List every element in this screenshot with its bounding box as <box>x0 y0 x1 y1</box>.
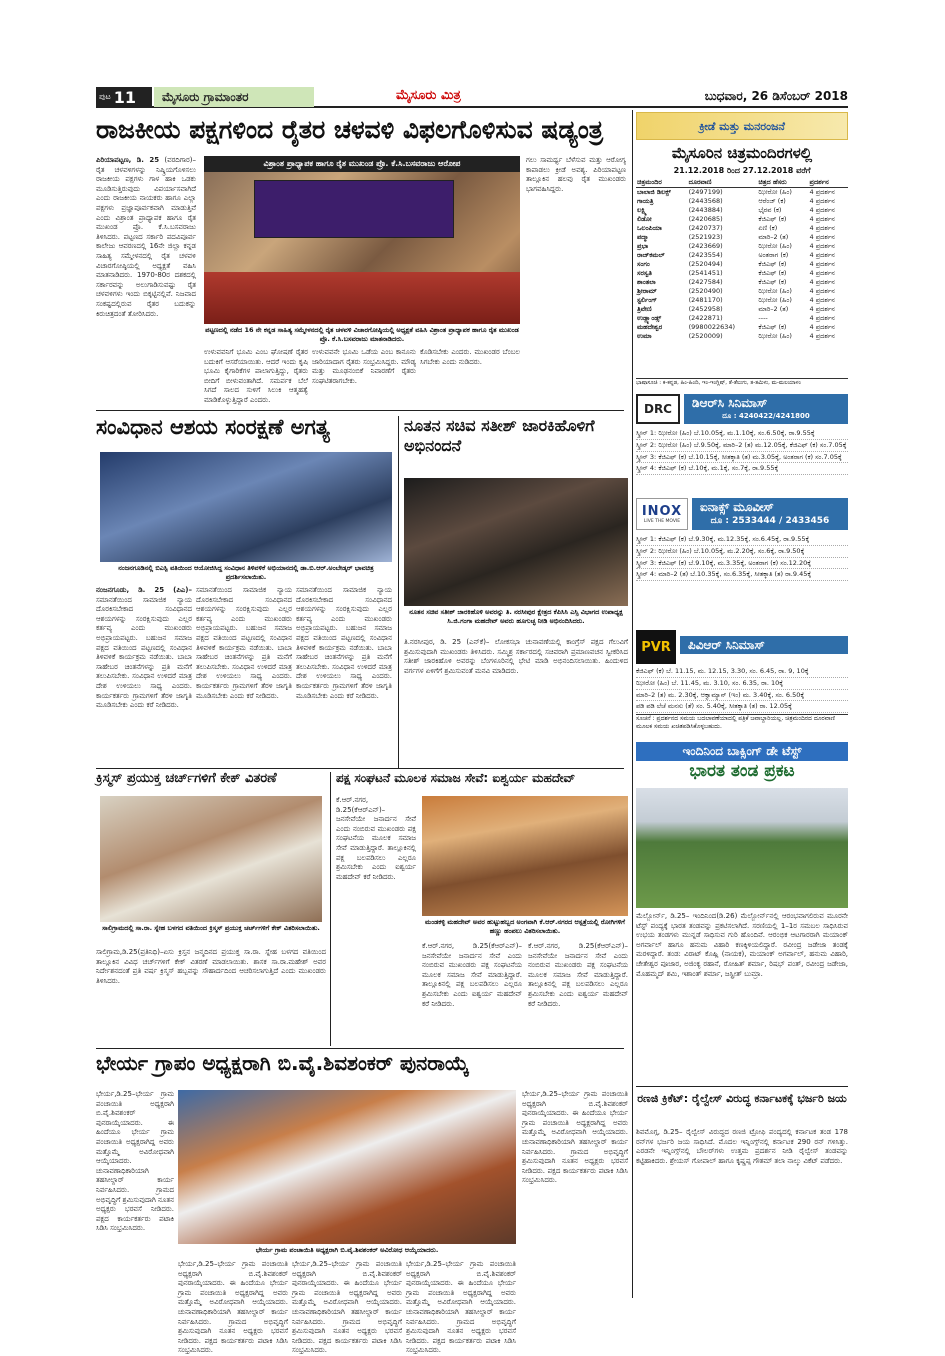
table-cell: ಮಾರಿ–2 (ತ) <box>758 233 789 241</box>
inox-tagline: LIVE THE MOVIE <box>643 519 681 524</box>
table-cell: 4 ಪ್ರದರ್ಶನ <box>809 332 835 340</box>
lead-column-2: ಉಳುವವನಿಗೆ ಭೂಮಿ ಎಂಬ ಘೋಷಣೆ ರೈತರ ಬದುಕಿಗೆ ಆಸರೆಯಾಯಿತು. ಆದರೆ ಇಂದು ಕೃಷಿ ಭೂಮಿ ಕೈಗಾರಿಕೆಗಳ ಪಾಲಾಗುತ್ತಿದ್ದು, ರೈತರು ಬೀದಿಗೆ ಬೀಳುವಂತಾಗಿದೆ. ಸಮರ್ಪಕ ಬೆಲೆ ಸಿಗದೆ ಸಾಲದ ಸುಳಿಗೆ ಸಿಲುಕಿ ಆತ್ಮಹತ್ಯೆ ಮಾಡಿಕೊಳ್ಳುತ್ತಿದ್ದಾರೆ ಎಂದರು. <box>204 348 308 404</box>
table-cell: (2521923) <box>688 233 723 241</box>
samvidhana-photo-caption: ನಂಜನಗೂಡಿನಲ್ಲಿ ಬಿಎಸ್ಪಿ ವತಿಯಿಂದ ಆಯೋಜಿಸಿದ್ದ ಸಂವಿಧಾನ ತಿಳಿವಳಿಕೆ ಅಭಿಯಾನದಲ್ಲಿ ಡಾ.ಬಿ.ಆರ್.ಅಂಬೇಡ್ಕರ್ ಭಾವಚಿತ್ರ ಪ್ರದರ್ಶಿಸಲಾಯಿತು. <box>118 564 374 581</box>
showtime-line: ಸ್ಕ್ರೀನ್ 2: ಝೀರೋ (ಹಿಂ) ಬೆ.10.05ಕ್ಕೆ, ಮ.2.20ಕ್ಕೆ, ಸಂ.6ಕ್ಕೆ, ರಾ.9.50ಕ್ಕೆ <box>636 546 848 558</box>
table-row <box>636 296 848 305</box>
table-cell: 4 ಪ್ರದರ್ಶನ <box>809 206 835 214</box>
table-row <box>636 332 848 341</box>
language-legend: ಭಾಷಾಸೂಚಿ : ಕ-ಕನ್ನಡ, ಹಿಂ-ಹಿಂದಿ, ಇಂ-ಇಂಗ್ಲಿಷ್, ತೆ-ತೆಲುಗು, ತ-ತಮಿಳು, ಮ-ಮಲಯಾಳಂ <box>636 378 848 387</box>
table-row <box>636 287 848 296</box>
divider <box>636 1086 848 1087</box>
table-cell: (9980022634) <box>688 323 736 331</box>
table-cell: ಕೆಜಿಎಫ್ (ಕ) <box>758 323 787 331</box>
cinema-table-header <box>636 178 848 188</box>
table-cell: ಪ್ರಭಾ <box>637 242 649 250</box>
table-row <box>636 278 848 287</box>
showtime-line: ಪಡಿ ಪಡಿ ಲೆಚೆ ಮನಸು (ತೆ) ಸಂ. 5.40ಕ್ಕೆ, ಸೀತಕ್ಕಾತಿ (ತ) ರಾ. 12.05ಕ್ಕೆ <box>636 701 848 713</box>
table-cell: (2497199) <box>688 188 723 196</box>
table-row <box>636 206 848 215</box>
table-row <box>636 188 848 198</box>
inox-logo-text: INOX <box>641 504 683 519</box>
samvidhana-headline: ಸಂವಿಧಾನ ಆಶಯ ಸಂರಕ್ಷಣೆ ಅಗತ್ಯ <box>96 415 330 439</box>
table-cell: 4 ಪ್ರದರ್ಶನ <box>809 242 835 250</box>
samvidhana-column-3: ಸಮಾನತೆಯಿಂದ ಸಾಮಾಜಿಕ ನ್ಯಾಯ ದೊರಕಿಸಬೇಕಾದ ಸಂವಿಧಾನದ ಆಶಯಗಳನ್ನು ಸಂರಕ್ಷಿಸುವುದು ಎಲ್ಲರ ಕರ್ತವ್ಯ ಎಂದು ಮುಖಂಡರು ಅಭಿಪ್ರಾಯಪಟ್ಟರು. ಬಹುಜನ ಸಮಾಜ ಪಕ್ಷದ ವತಿಯಿಂದ ಪಟ್ಟಣದಲ್ಲಿ ಸಂವಿಧಾನ ತಿಳಿವಳಿಕೆ ಕಾರ್ಯಕ್ರಮ ನಡೆಯಿತು. ಬಾಬಾ ಸಾಹೇಬರ ಚಿಂತನೆಗಳನ್ನು ಪ್ರತಿ ಮನೆಗೆ ತಲುಪಿಸಬೇಕು. ಸಂವಿಧಾನ ಉಳಿದರೆ ಮಾತ್ರ ದೇಶ ಉಳಿಯಲು ಸಾಧ್ಯ ಎಂದರು. ಕಾರ್ಯಕರ್ತರು ಗ್ರಾಮಗಳಿಗೆ ತೆರಳಿ ಜಾಗೃತಿ ಮೂಡಿಸಬೇಕು ಎಂದು ಕರೆ ನೀಡಿದರು. <box>296 586 392 700</box>
bherya-column-2: ಭೇರ್ಯ,ಡಿ.25–ಭೇರ್ಯ ಗ್ರಾಮ ಪಂಚಾಯಿತಿ ಅಧ್ಯಕ್ಷರಾಗಿ ಬಿ.ವೈ.ಶಿವಶಂಕರ್ ಪುನರಾಯ್ಕೆಯಾದರು. ಈ ಹಿಂದೆಯೂ ಭೇರ್ಯ ಗ್ರಾಮ ಪಂಚಾಯಿತಿ ಅಧ್ಯಕ್ಷರಾಗಿದ್ದ ಅವರು ಮತ್ತೊಮ್ಮೆ ಅವಿರೋಧವಾಗಿ ಆಯ್ಕೆಯಾದರು. ಚುನಾವಣಾಧಿಕಾರಿಯಾಗಿ ತಹಸೀಲ್ದಾರ್ ಕಾರ್ಯ ನಿರ್ವಹಿಸಿದರು. ಗ್ರಾಮದ ಅಭಿವೃದ್ಧಿಗೆ ಶ್ರಮಿಸುವುದಾಗಿ ನೂತನ ಅಧ್ಯಕ್ಷರು ಭರವಸೆ ನೀಡಿದರು. ಪಕ್ಷದ ಕಾರ್ಯಕರ್ತರು ಪಟಾಕಿ ಸಿಡಿಸಿ ಸಂಭ್ರಮಿಸಿದರು. <box>178 1260 288 1355</box>
table-cell: (2420737) <box>688 224 723 232</box>
table-cell: 4 ಪ್ರದರ್ಶನ <box>809 305 835 313</box>
showtime-line: ಸ್ಕ್ರೀನ್ 3: ಕೆಜಿಎಫ್ (ಕ) ಬೆ.9.10ಕ್ಕೆ, ಮ.3.35ಕ್ಕೆ, ಅಂತರಾಗ (ಕ) ಸಂ.12.20ಕ್ಕೆ <box>636 558 848 570</box>
bherya-column-4: ಭೇರ್ಯ,ಡಿ.25–ಭೇರ್ಯ ಗ್ರಾಮ ಪಂಚಾಯಿತಿ ಅಧ್ಯಕ್ಷರಾಗಿ ಬಿ.ವೈ.ಶಿವಶಂಕರ್ ಪುನರಾಯ್ಕೆಯಾದರು. ಈ ಹಿಂದೆಯೂ ಭೇರ್ಯ ಗ್ರಾಮ ಪಂಚಾಯಿತಿ ಅಧ್ಯಕ್ಷರಾಗಿದ್ದ ಅವರು ಮತ್ತೊಮ್ಮೆ ಅವಿರೋಧವಾಗಿ ಆಯ್ಕೆಯಾದರು. ಚುನಾವಣಾಧಿಕಾರಿಯಾಗಿ ತಹಸೀಲ್ದಾರ್ ಕಾರ್ಯ ನಿರ್ವಹಿಸಿದರು. ಗ್ರಾಮದ ಅಭಿವೃದ್ಧಿಗೆ ಶ್ರಮಿಸುವುದಾಗಿ ನೂತನ ಅಧ್ಯಕ್ಷರು ಭರವಸೆ ನೀಡಿದರು. ಪಕ್ಷದ ಕಾರ್ಯಕರ್ತರು ಪಟಾಕಿ ಸಿಡಿಸಿ ಸಂಭ್ರಮಿಸಿದರು. <box>406 1260 516 1355</box>
table-cell: ಲಕ್ಷ್ಮಿ <box>637 206 647 214</box>
satish-photo-caption: ನೂತನ ಸಚಿವ ಸತೀಶ್ ಜಾರಕಿಹೊಳಿ ಅವರನ್ನು ತಿ. ನರಸೀಪುರ ಕ್ಷೇತ್ರದ ಕೆಪಿಸಿಸಿ ಎಸ್ಸಿ ವಿಭಾಗದ ಉಪಾಧ್ಯಕ್ಷ ಸಿ.ಜಿ.ಗಂಗಾ ಮಹದೇವ್ ಅವರು ಹೂಗುಚ್ಛ ನೀಡಿ ಅಭಿನಂದಿಸಿದರು. <box>409 608 623 625</box>
table-cell: ಅಂತರಾಗ (ಕ) <box>758 251 789 259</box>
cinema-column-header: ದೂರವಾಣಿ <box>688 178 758 188</box>
table-cell: ಸ್ಟರ್ಲಿಂಗ್ <box>637 296 657 304</box>
lead-column-3: ಉಳುವವನೇ ಭೂಮಿ ಒಡೆಯ ಎಂಬ ಕಾನೂನು ಜಾರಿಯಾದಾಗ ರೈತರು ಸಂಭ್ರಮಿಸಿದ್ದರು. ಮೌಡ್ಯ ಮತ್ತು ಮೂಢನಂಬಿಕೆ ನಿವಾರಣೆಗೆ ರೈತರು ಸಂಘಟಿತರಾಗಬೇಕು. <box>312 348 416 385</box>
page-number: 11 <box>113 87 137 107</box>
lead-column-1 <box>96 156 196 368</box>
samvidhana-column-1 <box>96 586 192 762</box>
pvr-name: ಪಿವಿಆರ್ ಸಿನಿಮಾಸ್ <box>680 636 848 654</box>
samvidhana-body: ಸಮಾನತೆಯಿಂದ ಸಾಮಾಜಿಕ ನ್ಯಾಯ ದೊರಕಿಸಬೇಕಾದ ಸಂವಿಧಾನದ ಆಶಯಗಳನ್ನು ಸಂರಕ್ಷಿಸುವುದು ಎಲ್ಲರ ಕರ್ತವ್ಯ ಎಂದು ಮುಖಂಡರು ಅಭಿಪ್ರಾಯಪಟ್ಟರು. ಬಹುಜನ ಸಮಾಜ ಪಕ್ಷದ ವತಿಯಿಂದ ಪಟ್ಟಣದಲ್ಲಿ ಸಂವಿಧಾನ ತಿಳಿವಳಿಕೆ ಕಾರ್ಯಕ್ರಮ ನಡೆಯಿತು. ಬಾಬಾ ಸಾಹೇಬರ ಚಿಂತನೆಗಳನ್ನು ಪ್ರತಿ ಮನೆಗೆ ತಲುಪಿಸಬೇಕು. ಸಂವಿಧಾನ ಉಳಿದರೆ ಮಾತ್ರ ದೇಶ ಉಳಿಯಲು ಸಾಧ್ಯ ಎಂದರು. ಕಾರ್ಯಕರ್ತರು ಗ್ರಾಮಗಳಿಗೆ ತೆರಳಿ ಜಾಗೃತಿ ಮೂಡಿಸಬೇಕು ಎಂದು ಕರೆ ನೀಡಿದರು. <box>96 595 192 710</box>
cinema-table <box>636 178 848 378</box>
bherya-photo <box>178 1090 516 1244</box>
bherya-photo-caption: ಭೇರ್ಯ ಗ್ರಾಮ ಪಂಚಾಯಿತಿ ಅಧ್ಯಕ್ಷರಾಗಿ ಬಿ.ವೈ.ಶಿವಶಂಕರ್ ಅವಿರೋಧ ಆಯ್ಕೆಯಾದರು. <box>255 1246 439 1254</box>
lead-column-4: ಕೊಡಿಸಬೇಕು ಎಂದರು. ಮುಖಂಡರ ಬೆಂಬಲ ಸಿಗಬೇಕು ಎಂದು ನುಡಿದರು. <box>420 348 520 366</box>
satish-headline: ನೂತನ ಸಚಿವ ಸತೀಶ್ ಜಾರಕಿಹೊಳಿಗೆ ಅಭಿನಂದನೆ <box>404 416 595 455</box>
showtime-line: ಸ್ಕ್ರೀನ್ 3: ಕೆಜಿಎಫ್ (ಕ) ಬೆ.10.15ಕ್ಕೆ, ಸೀತಕ್ಕಾತಿ (ತ) ಮ.3.05ಕ್ಕೆ, ಅಂತರಾಗ (ಕ) ಸಂ.7.05ಕ್ಕೆ <box>636 452 848 464</box>
table-cell: (2427584) <box>688 278 723 286</box>
christmas-body: ಸಾಲಿಗ್ರಾಮ,ಡಿ.25(ಪ್ರತಿನಿಧಿ)–ಏಸು ಕ್ರಿಸ್ತನ ಜನ್ಮದಿನದ ಪ್ರಯುಕ್ತ ಸಾ.ರಾ. ಸ್ನೇಹ ಬಳಗದ ವತಿಯಿಂದ ತಾಲ್ಲೂಕಿನ ವಿವಿಧ ಚರ್ಚ್‌ಗಳಿಗೆ ಕೇಕ್ ವಿತರಣೆ ಮಾಡಲಾಯಿತು. ಶಾಸಕ ಸಾ.ರಾ.ಮಹೇಶ್ ಅವರ ನಿರ್ದೇಶನದಂತೆ ಪ್ರತಿ ವರ್ಷ ಕ್ರಿಸ್ಮಸ್ ಹಬ್ಬವನ್ನು ಸೌಹಾರ್ದದಿಂದ ಆಚರಿಸಲಾಗುತ್ತಿದೆ ಎಂದು ಮುಖಂಡರು ತಿಳಿಸಿದರು. <box>96 948 326 985</box>
issue-date: ಬುಧವಾರ, 26 ಡಿಸೆಂಬರ್ 2018 <box>704 89 848 103</box>
stage-banner <box>254 180 454 238</box>
table-row <box>636 260 848 269</box>
samvidhana-column-2: ಸಮಾನತೆಯಿಂದ ಸಾಮಾಜಿಕ ನ್ಯಾಯ ದೊರಕಿಸಬೇಕಾದ ಸಂವಿಧಾನದ ಆಶಯಗಳನ್ನು ಸಂರಕ್ಷಿಸುವುದು ಎಲ್ಲರ ಕರ್ತವ್ಯ ಎಂದು ಮುಖಂಡರು ಅಭಿಪ್ರಾಯಪಟ್ಟರು. ಬಹುಜನ ಸಮಾಜ ಪಕ್ಷದ ವತಿಯಿಂದ ಪಟ್ಟಣದಲ್ಲಿ ಸಂವಿಧಾನ ತಿಳಿವಳಿಕೆ ಕಾರ್ಯಕ್ರಮ ನಡೆಯಿತು. ಬಾಬಾ ಸಾಹೇಬರ ಚಿಂತನೆಗಳನ್ನು ಪ್ರತಿ ಮನೆಗೆ ತಲುಪಿಸಬೇಕು. ಸಂವಿಧಾನ ಉಳಿದರೆ ಮಾತ್ರ ದೇಶ ಉಳಿಯಲು ಸಾಧ್ಯ ಎಂದರು. ಕಾರ್ಯಕರ್ತರು ಗ್ರಾಮಗಳಿಗೆ ತೆರಳಿ ಜಾಗೃತಿ ಮೂಡಿಸಬೇಕು ಎಂದು ಕರೆ ನೀಡಿದರು. <box>196 586 292 700</box>
page-number-box <box>96 87 152 107</box>
table-row <box>636 242 848 251</box>
table-cell: ಗಾಯತ್ರಿ <box>637 197 654 205</box>
table-cell: ಸಂಗಂ <box>637 260 650 268</box>
table-cell: ಝೀರೋ (ಹಿಂ) <box>758 287 792 295</box>
sanghatane-column-3: ಕೆ.ಆರ್.ನಗರ, ಡಿ.25(ಕೆಆರ್‌ಎನ್)– ಜನಸೇವೆಯೇ ಜನಾರ್ದನ ಸೇವೆ ಎಂದು ನಂಬಿರುವ ಮುಖಂಡರು ಪಕ್ಷ ಸಂಘಟನೆಯ ಮೂಲಕ ಸಮಾಜ ಸೇವೆ ಮಾಡುತ್ತಿದ್ದಾರೆ. ತಾಲ್ಲೂಕಿನಲ್ಲಿ ಪಕ್ಷ ಬಲಪಡಿಸಲು ಎಲ್ಲರೂ ಶ್ರಮಿಸಬೇಕು ಎಂದು ಐಶ್ವರ್ಯ ಮಹದೇವ್ ಕರೆ ನೀಡಿದರು. <box>528 942 628 1008</box>
table-cell: 4 ಪ್ರದರ್ಶನ <box>809 287 835 295</box>
table-cell: ಝೀರೋ (ಹಿಂ) <box>758 188 792 196</box>
table-row <box>636 233 848 242</box>
inox-showtimes <box>636 534 848 626</box>
table-cell: ಕೆಜಿಎಫ್ (ಕ) <box>758 269 787 277</box>
inox-name: ಐನಾಕ್ಸ್ ಮೂವೀಸ್ <box>692 498 848 516</box>
table-cell: 4 ಪ್ರದರ್ಶನ <box>809 278 835 286</box>
table-cell: ತ್ರಿವೇಣಿ <box>637 305 652 313</box>
drc-showtimes <box>636 428 848 494</box>
table-cell: ಒಲಂಪಿಯಾ <box>637 224 662 232</box>
table-cell: (2423554) <box>688 251 723 259</box>
table-cell: ಪದ್ಮಾ <box>637 233 649 241</box>
cinema-date-range: 21.12.2018 ರಿಂದ 27.12.2018 ವರೆಗೆ <box>673 166 811 175</box>
paper-name: ಮೈಸೂರು ಮಿತ್ರ <box>396 88 461 103</box>
masthead <box>96 86 848 108</box>
table-cell: 4 ಪ್ರದರ್ಶನ <box>809 215 835 223</box>
inox-logo <box>636 498 688 530</box>
pvr-logo: PVR <box>636 630 676 664</box>
section-name: ಮೈಸೂರು ಗ್ರಾಮಾಂತರ <box>154 87 314 107</box>
sanghatane-photo-caption: ಮಂಡಕಳ್ಳಿ ಮಹದೇವ್ ಅವರ ಹುಟ್ಟುಹಬ್ಬದ ಅಂಗವಾಗಿ ಕೆ.ಆರ್.ನಗರದ ಆಸ್ಪತ್ರೆಯಲ್ಲಿ ರೋಗಿಗಳಿಗೆ ಹಣ್ಣು ಹಂಪಲು ವಿತರಿಸಲಾಯಿತು. <box>425 918 625 935</box>
table-cell: 4 ಪ್ರದರ್ಶನ <box>809 188 835 196</box>
table-cell: ---- <box>758 314 768 322</box>
table-cell: ಆರೆಂಜ್ (ಕ) <box>758 197 786 205</box>
sanghatane-column-1: ಕೆ.ಆರ್.ನಗರ, ಡಿ.25(ಕೆಆರ್‌ಎನ್)– ಜನಸೇವೆಯೇ ಜನಾರ್ದನ ಸೇವೆ ಎಂದು ನಂಬಿರುವ ಮುಖಂಡರು ಪಕ್ಷ ಸಂಘಟನೆಯ ಮೂಲಕ ಸಮಾಜ ಸೇವೆ ಮಾಡುತ್ತಿದ್ದಾರೆ. ತಾಲ್ಲೂಕಿನಲ್ಲಿ ಪಕ್ಷ ಬಲಪಡಿಸಲು ಎಲ್ಲರೂ ಶ್ರಮಿಸಬೇಕು ಎಂದು ಐಶ್ವರ್ಯ ಮಹದೇವ್ ಕರೆ ನೀಡಿದರು. <box>336 796 416 881</box>
samvidhana-photo <box>100 452 392 562</box>
divider <box>632 110 633 1298</box>
table-cell: ಸರಸ್ವತಿ <box>637 269 652 277</box>
divider <box>330 772 331 1046</box>
drc-phone: ದೂ : 4240422/4241800 <box>684 412 848 424</box>
sanghatane-photo <box>422 796 628 916</box>
table-cell: 4 ಪ್ರದರ್ಶನ <box>809 260 835 268</box>
table-row <box>636 314 848 323</box>
table-cell: ಶ್ರೀರಾಮ್ <box>637 287 657 295</box>
sanghatane-headline: ಪಕ್ಷ ಸಂಘಟನೆ ಮೂಲಕ ಸಮಾಜ ಸೇವೆ: ಐಶ್ವರ್ಯ ಮಹದೇವ್ <box>336 771 576 785</box>
showtime-line: ಸ್ಕ್ರೀನ್ 2: ಝೀರೋ (ಹಿಂ) ಬೆ.9.50ಕ್ಕೆ, ಮಾರಿ–2 (ತ) ಮ.12.05ಕ್ಕೆ, ಕೆಜಿಎಫ್ (ಕ) ಸಂ.7.05ಕ್ಕೆ <box>636 440 848 452</box>
divider <box>96 1048 624 1049</box>
table-cell: (2420685) <box>688 215 723 223</box>
pvr-showtimes <box>636 666 848 712</box>
table-cell: 4 ಪ್ರದರ್ಶನ <box>809 323 835 331</box>
table-row <box>636 251 848 260</box>
sanghatane-column-2: ಕೆ.ಆರ್.ನಗರ, ಡಿ.25(ಕೆಆರ್‌ಎನ್)– ಜನಸೇವೆಯೇ ಜನಾರ್ದನ ಸೇವೆ ಎಂದು ನಂಬಿರುವ ಮುಖಂಡರು ಪಕ್ಷ ಸಂಘಟನೆಯ ಮೂಲಕ ಸಮಾಜ ಸೇವೆ ಮಾಡುತ್ತಿದ್ದಾರೆ. ತಾಲ್ಲೂಕಿನಲ್ಲಿ ಪಕ್ಷ ಬಲಪಡಿಸಲು ಎಲ್ಲರೂ ಶ್ರಮಿಸಬೇಕು ಎಂದು ಐಶ್ವರ್ಯ ಮಹದೇವ್ ಕರೆ ನೀಡಿದರು. <box>422 942 522 1008</box>
lead-dateline: ಪಿರಿಯಾಪಟ್ಟಣ, ಡಿ. 25 <box>96 156 160 164</box>
showtime-line: ಮಾರಿ–2 (ತ) ಮ. 2.30ಕ್ಕೆ, ಆಕ್ವಾಮ್ಯಾನ್ (ಇಂ) ಮ. 3.40ಕ್ಕೆ, ಸಂ. 6.50ಕ್ಕೆ <box>636 690 848 702</box>
cricket-headline: ಭಾರತ ತಂಡ ಪ್ರಕಟ <box>689 761 795 781</box>
table-cell: ರಾಜ್‌ಕಮಲ್ <box>637 251 665 259</box>
cinema-column-header: ಚಿತ್ರಮಂದಿರ <box>636 178 688 188</box>
table-cell: ಝೀರೋ (ಹಿಂ) <box>758 296 792 304</box>
table-cell: ಕೆಜಿಎಫ್ (ಕ) <box>758 278 787 286</box>
table-cell: 4 ಪ್ರದರ್ಶನ <box>809 251 835 259</box>
samvidhana-dateline: ನಂಜನಗೂಡು, ಡಿ. 25 (ಪಿಎ)– <box>96 586 192 594</box>
page-label: ಪುಟ <box>99 92 111 101</box>
divider <box>96 410 624 411</box>
showtime-line: ಸ್ಕ್ರೀನ್ 4: ಕೆಜಿಎಫ್ (ಕ) ಬೆ.10ಕ್ಕೆ, ಮ.1ಕ್ಕೆ, ಸಂ.7ಕ್ಕೆ, ರಾ.9.55ಕ್ಕೆ <box>636 463 848 475</box>
lead-body-1: (ವರದಿಗಾರ)– ರೈತ ಚಳವಳಿಗಳನ್ನು ನಿಷ್ಕ್ರಿಯಗೊಳಿಸಲು ರಾಜಕೀಯ ಪಕ್ಷಗಳು ಗಾಳ ಹಾಕಿ ಒಡಕು ಮೂಡಿಸುತ್ತಿರುವುದು ವಿಪರ್ಯಾಸವಾಗಿದೆ ಎಂದು ರಾಜಕೀಯ ನಾಯಕರು ಹಾಗೂ ಎಲ್ಲಾ ಪಕ್ಷಗಳು ಪ್ರಜ್ಞಾಪೂರ್ವಕವಾಗಿ ಮಾಡುತ್ತಿವೆ ಎಂದು ವಿಶ್ರಾಂತ ಪ್ರಾಧ್ಯಾಪಕ ಹಾಗೂ ರೈತ ಮುಖಂಡ ಪ್ರೊ. ಕೆ.ಸಿ.ಬಸವರಾಜು ತಿಳಿಸಿದರು. ಪಟ್ಟಣದ ಸರ್ಕಾರಿ ಪದವಿಪೂರ್ವ ಕಾಲೇಜು ಆವರಣದಲ್ಲಿ 16ನೇ ಜಿಲ್ಲಾ ಕನ್ನಡ ಸಾಹಿತ್ಯ ಸಮ್ಮೇಳನದಲ್ಲಿ ರೈತ ಚಳವಳಿ ವಿಚಾರಗೋಷ್ಠಿಯಲ್ಲಿ ಅಧ್ಯಕ್ಷತೆ ವಹಿಸಿ ಮಾತನಾಡಿದರು. 1970-80ರ ದಶಕದಲ್ಲಿ ಸರ್ಕಾರವನ್ನು ಅಲುಗಾಡಿಸುವಷ್ಟು ರೈತ ಚಳವಳಿಗಳು ಇಂದು ಬಿಕ್ಕಟ್ಟಿನಲ್ಲಿವೆ. ನಿಜವಾದ ಸಂಕಷ್ಟದಲ್ಲಿರುವ ರೈತರ ಬದುಕನ್ನು ಕಿರುಚಿತ್ರದಂತೆ ತೋರಿಸಿದರು. <box>96 156 196 318</box>
christmas-headline: ಕ್ರಿಸ್ಮಸ್ ಪ್ರಯುಕ್ತ ಚರ್ಚ್‌ಗಳಿಗೆ ಕೇಕ್ ವಿತರಣೆ <box>96 771 277 786</box>
bherya-column-3: ಭೇರ್ಯ,ಡಿ.25–ಭೇರ್ಯ ಗ್ರಾಮ ಪಂಚಾಯಿತಿ ಅಧ್ಯಕ್ಷರಾಗಿ ಬಿ.ವೈ.ಶಿವಶಂಕರ್ ಪುನರಾಯ್ಕೆಯಾದರು. ಈ ಹಿಂದೆಯೂ ಭೇರ್ಯ ಗ್ರಾಮ ಪಂಚಾಯಿತಿ ಅಧ್ಯಕ್ಷರಾಗಿದ್ದ ಅವರು ಮತ್ತೊಮ್ಮೆ ಅವಿರೋಧವಾಗಿ ಆಯ್ಕೆಯಾದರು. ಚುನಾವಣಾಧಿಕಾರಿಯಾಗಿ ತಹಸೀಲ್ದಾರ್ ಕಾರ್ಯ ನಿರ್ವಹಿಸಿದರು. ಗ್ರಾಮದ ಅಭಿವೃದ್ಧಿಗೆ ಶ್ರಮಿಸುವುದಾಗಿ ನೂತನ ಅಧ್ಯಕ್ಷರು ಭರವಸೆ ನೀಡಿದರು. ಪಕ್ಷದ ಕಾರ್ಯಕರ್ತರು ಪಟಾಕಿ ಸಿಡಿಸಿ ಸಂಭ್ರಮಿಸಿದರು. <box>292 1260 402 1355</box>
table-cell: ಭೈರವ (ಕ) <box>758 206 782 214</box>
table-cell: 4 ಪ್ರದರ್ಶನ <box>809 197 835 205</box>
table-cell: 4 ಪ್ರದರ್ಶನ <box>809 233 835 241</box>
table-cell: ಝೀರೋ (ಹಿಂ) <box>758 332 792 340</box>
table-cell: (2443884) <box>688 206 723 214</box>
showtime-line: ಸ್ಕ್ರೀನ್ 4: ಮಾರಿ–2 (ತ) ಬೆ.10.35ಕ್ಕೆ, ಸಂ.6.35ಕ್ಕೆ, ಸೀತಕ್ಕಾತಿ (ತ) ರಾ.9.45ಕ್ಕೆ <box>636 569 848 581</box>
table-cell: ಶಾಂತಲಾ <box>637 278 656 286</box>
table-row <box>636 323 848 332</box>
table-cell: 4 ಪ್ರದರ್ಶನ <box>809 314 835 322</box>
showtime-line: ಕೆಜಿಎಫ್ (ಕ) ಬೆ. 11.15, ಮ. 12.15, 3.30, ಸಂ. 6.45, ರಾ. 9, 10ಕ್ಕೆ <box>636 666 848 678</box>
table-row <box>636 224 848 233</box>
table-cell: (2520490) <box>688 287 723 295</box>
table-cell: 4 ಪ್ರದರ್ಶನ <box>809 224 835 232</box>
cricket-body: ಮೆಲ್ಬೋರ್ನ್, ಡಿ.25– ಇಂದಿನಿಂದ(ಡಿ.26) ಮೆಲ್ಬೋರ್ನ್‌ನಲ್ಲಿ ಆರಂಭವಾಗಲಿರುವ ಮೂರನೇ ಟೆಸ್ಟ್ ಪಂದ್ಯಕ್ಕೆ ಭಾರತ ತಂಡವನ್ನು ಪ್ರಕಟಿಸಲಾಗಿದೆ. ಸರಣಿಯಲ್ಲಿ 1–1ರ ಸಮಬಲ ಸಾಧಿಸಿರುವ ಉಭಯ ತಂಡಗಳು ಮುನ್ನಡೆ ಸಾಧಿಸುವ ಗುರಿ ಹೊಂದಿವೆ. ಆರಂಭಿಕ ಆಟಗಾರರಾಗಿ ಮಯಾಂಕ್ ಅಗರ್ವಾಲ್ ಹಾಗೂ ಹನುಮ ವಿಹಾರಿ ಕಣಕ್ಕಿಳಿಯಲಿದ್ದಾರೆ. ರವೀಂದ್ರ ಜಡೇಜಾ ತಂಡಕ್ಕೆ ಮರಳಿದ್ದಾರೆ. ತಂಡ: ವಿರಾಟ್ ಕೊಹ್ಲಿ (ನಾಯಕ), ಮಯಾಂಕ್ ಅಗರ್ವಾಲ್, ಹನುಮ ವಿಹಾರಿ, ಚೇತೇಶ್ವರ ಪೂಜಾರ, ಅಜಿಂಕ್ಯ ರಹಾನೆ, ರೋಹಿತ್ ಶರ್ಮಾ, ರಿಷಭ್ ಪಂತ್, ರವೀಂದ್ರ ಜಡೇಜಾ, ಮೊಹಮ್ಮದ್ ಶಮಿ, ಇಶಾಂತ್ ಶರ್ಮಾ, ಜಸ್ಪ್ರೀತ್ ಬುಮ್ರಾ. <box>636 912 848 978</box>
table-cell: ಬಾಲಾಜಿ ಡಿಲಕ್ಸ್ <box>637 188 671 196</box>
christmas-photo-caption: ಸಾಲಿಗ್ರಾಮದಲ್ಲಿ ಸಾ.ರಾ. ಸ್ನೇಹ ಬಳಗದ ವತಿಯಿಂದ ಕ್ರಿಸ್ಮಸ್ ಪ್ರಯುಕ್ತ ಚರ್ಚ್‌ಗಳಿಗೆ ಕೇಕ್ ವಿತರಿಸಲಾಯಿತು. <box>102 924 320 932</box>
sports-entertainment-banner: ಕ್ರೀಡೆ ಮತ್ತು ಮನರಂಜನೆ <box>636 112 848 140</box>
ranji-body: ಶಿವಮೊಗ್ಗ, ಡಿ.25– ರೈಲ್ವೇಸ್ ವಿರುದ್ಧದ ರಣಜಿ ಟ್ರೋಫಿ ಪಂದ್ಯದಲ್ಲಿ ಕರ್ನಾಟಕ ತಂಡ 178 ರನ್‌ಗಳ ಭರ್ಜರಿ ಜಯ ಸಾಧಿಸಿದೆ. ಮೊದಲ ಇನ್ನಿಂಗ್ಸ್‌ನಲ್ಲಿ ಕರ್ನಾಟಕ 290 ರನ್ ಗಳಿಸಿತ್ತು. ಎರಡನೇ ಇನ್ನಿಂಗ್ಸ್‌ನಲ್ಲಿ ಬೌಲರ್‌ಗಳು ಉತ್ತಮ ಪ್ರದರ್ಶನ ನೀಡಿ ರೈಲ್ವೇಸ್ ತಂಡವನ್ನು ಕಟ್ಟಿಹಾಕಿದರು. ಶ್ರೇಯಸ್ ಗೋಪಾಲ್ ಹಾಗೂ ಕೃಷ್ಣಪ್ಪ ಗೌತಮ್ ತಲಾ ನಾಲ್ಕು ವಿಕೆಟ್ ಪಡೆದರು. <box>636 1128 848 1165</box>
cricket-photo <box>636 788 848 908</box>
table-cell: (2481170) <box>688 296 723 304</box>
table-cell: 4 ಪ್ರದರ್ಶನ <box>809 269 835 277</box>
table-cell: (2452958) <box>688 305 723 313</box>
newspaper-page <box>96 86 848 1355</box>
showtime-line: ಸ್ಕ್ರೀನ್ 1: ಝೀರೋ (ಹಿಂ) ಬೆ.10.05ಕ್ಕೆ, ಮ.1.10ಕ್ಕೆ, ಸಂ.6.50ಕ್ಕೆ, ರಾ.9.55ಕ್ಕೆ <box>636 428 848 440</box>
table-cell: (2422871) <box>688 314 723 322</box>
table-row <box>636 215 848 224</box>
cinema-listing-table <box>636 178 848 341</box>
ranji-headline: ರಣಜಿ ಕ್ರಿಕೆಟ್: ರೈಲ್ವೇಸ್ ವಿರುದ್ಧ ಕರ್ನಾಟಕಕ್ಕೆ ಭರ್ಜರಿ ಜಯ <box>637 1092 847 1105</box>
bherya-column-1: ಭೇರ್ಯ,ಡಿ.25–ಭೇರ್ಯ ಗ್ರಾಮ ಪಂಚಾಯಿತಿ ಅಧ್ಯಕ್ಷರಾಗಿ ಬಿ.ವೈ.ಶಿವಶಂಕರ್ ಪುನರಾಯ್ಕೆಯಾದರು. ಈ ಹಿಂದೆಯೂ ಭೇರ್ಯ ಗ್ರಾಮ ಪಂಚಾಯಿತಿ ಅಧ್ಯಕ್ಷರಾಗಿದ್ದ ಅವರು ಮತ್ತೊಮ್ಮೆ ಅವಿರೋಧವಾಗಿ ಆಯ್ಕೆಯಾದರು. ಚುನಾವಣಾಧಿಕಾರಿಯಾಗಿ ತಹಸೀಲ್ದಾರ್ ಕಾರ್ಯ ನಿರ್ವಹಿಸಿದರು. ಗ್ರಾಮದ ಅಭಿವೃದ್ಧಿಗೆ ಶ್ರಮಿಸುವುದಾಗಿ ನೂತನ ಅಧ್ಯಕ್ಷರು ಭರವಸೆ ನೀಡಿದರು. ಪಕ್ಷದ ಕಾರ್ಯಕರ್ತರು ಪಟಾಕಿ ಸಿಡಿಸಿ ಸಂಭ್ರಮಿಸಿದರು. <box>96 1090 174 1233</box>
table-cell: ಕೆಜಿಎಫ್ (ಕ) <box>758 215 787 223</box>
table-cell: ಮಹದೇಶ್ವರ <box>637 323 663 331</box>
bherya-column-5: ಭೇರ್ಯ,ಡಿ.25–ಭೇರ್ಯ ಗ್ರಾಮ ಪಂಚಾಯಿತಿ ಅಧ್ಯಕ್ಷರಾಗಿ ಬಿ.ವೈ.ಶಿವಶಂಕರ್ ಪುನರಾಯ್ಕೆಯಾದರು. ಈ ಹಿಂದೆಯೂ ಭೇರ್ಯ ಗ್ರಾಮ ಪಂಚಾಯಿತಿ ಅಧ್ಯಕ್ಷರಾಗಿದ್ದ ಅವರು ಮತ್ತೊಮ್ಮೆ ಅವಿರೋಧವಾಗಿ ಆಯ್ಕೆಯಾದರು. ಚುನಾವಣಾಧಿಕಾರಿಯಾಗಿ ತಹಸೀಲ್ದಾರ್ ಕಾರ್ಯ ನಿರ್ವಹಿಸಿದರು. ಗ್ರಾಮದ ಅಭಿವೃದ್ಧಿಗೆ ಶ್ರಮಿಸುವುದಾಗಿ ನೂತನ ಅಧ್ಯಕ್ಷರು ಭರವಸೆ ನೀಡಿದರು. ಪಕ್ಷದ ಕಾರ್ಯಕರ್ತರು ಪಟಾಕಿ ಸಿಡಿಸಿ ಸಂಭ್ರಮಿಸಿದರು. <box>522 1090 628 1185</box>
table-cell: ಕೆಜಿಎಫ್ (ಕ) <box>758 260 787 268</box>
lead-subhead: ವಿಶ್ರಾಂತ ಪ್ರಾಧ್ಯಾಪಕ ಹಾಗೂ ರೈತ ಮುಖಂಡ ಪ್ರೊ. ಕೆ.ಸಿ.ಬಸವರಾಜು ಆರೋಪ <box>204 156 520 172</box>
lead-headline: ರಾಜಕೀಯ ಪಕ್ಷಗಳಿಂದ ರೈತರ ಚಳವಳಿ ವಿಫಲಗೊಳಿಸುವ ಷಡ್ಯಂತ್ರ <box>96 115 604 144</box>
dais-table <box>204 272 520 324</box>
table-row <box>636 197 848 206</box>
cinema-column-header: ಚಿತ್ರದ ಹೆಸರು <box>757 178 808 188</box>
lead-column-5: ಗಲು ಸಾಮರ್ಥ್ಯ ಬೆಳೆಸುವ ಮತ್ತು ಆರೋಗ್ಯ ಕಾಪಾಡಲು ಕ್ರೀಡೆ ಅವಶ್ಯ. ಪಿರಿಯಾಪಟ್ಟಣ ತಾಲ್ಲೂಕಿನ ಹಲವು ರೈತ ಮುಖಂಡರು ಭಾಗವಹಿಸಿದ್ದರು. <box>526 156 626 193</box>
christmas-photo <box>100 796 322 922</box>
lead-photo-caption: ಪಟ್ಟಣದಲ್ಲಿ ನಡೆದ 16 ನೇ ಕನ್ನಡ ಸಾಹಿತ್ಯ ಸಮ್ಮೇಳನದಲ್ಲಿ ರೈತ ಚಳವಳಿ ವಿಚಾರಗೋಷ್ಠಿಯಲ್ಲಿ ಅಧ್ಯಕ್ಷತೆ ವಹಿಸಿ ವಿಶ್ರಾಂತ ಪ್ರಾಧ್ಯಾಪಕ ಹಾಗೂ ರೈತ ಮುಖಂಡ ಪ್ರೊ. ಕೆ.ಸಿ.ಬಸವರಾಜು ಮಾತನಾಡಿದರು. <box>205 326 519 343</box>
table-row <box>636 305 848 314</box>
bherya-headline: ಭೇರ್ಯ ಗ್ರಾಪಂ ಅಧ್ಯಕ್ಷರಾಗಿ ಬಿ.ವೈ.ಶಿವಶಂಕರ್ ಪುನರಾಯ್ಕೆ <box>96 1051 470 1075</box>
cricket-kicker: ಇಂದಿನಿಂದ ಬಾಕ್ಸಿಂಗ್ ಡೇ ಟೆಸ್ಟ್ <box>636 742 848 761</box>
satish-body: ತಿ.ನರಸೀಪುರ, ಡಿ. 25 (ಎನ್‌ಕೆ)– ಲೋಕಸಭಾ ಚುನಾವಣೆಯಲ್ಲಿ ಕಾಂಗ್ರೆಸ್ ಪಕ್ಷದ ಗೆಲುವಿಗೆ ಶ್ರಮಿಸುವುದಾಗಿ ಮುಖಂಡರು ತಿಳಿಸಿದರು. ಸಮ್ಮಿಶ್ರ ಸರ್ಕಾರದಲ್ಲಿ ಸಚಿವರಾಗಿ ಪ್ರಮಾಣವಚನ ಸ್ವೀಕರಿಸಿದ ಸತೀಶ್ ಜಾರಕಿಹೊಳಿ ಅವರನ್ನು ಬೆಂಗಳೂರಿನಲ್ಲಿ ಭೇಟಿ ಮಾಡಿ ಅಭಿನಂದಿಸಲಾಯಿತು. ಹಿಂದುಳಿದ ವರ್ಗಗಳ ಏಳಿಗೆಗೆ ಶ್ರಮಿಸುವಂತೆ ಮನವಿ ಮಾಡಿದರು. <box>404 638 628 675</box>
cinema-note: ಸೂಚನೆ : ಪ್ರದರ್ಶನದ ಸಮಯ ಬದಲಾವಣೆಯಾದಲ್ಲಿ ಪತ್ರಿಕೆ ಜವಾಬ್ದಾರಿಯಲ್ಲ. ಚಿತ್ರಮಂದಿರದ ದೂರವಾಣಿ ಮೂಲಕ ಸಮಯ ಖಚಿತಪಡಿಸಿಕೊಳ್ಳಬಹುದು. <box>636 714 848 736</box>
showtime-line: ಸ್ಕ್ರೀನ್ 1: ಕೆಜಿಎಫ್ (ಕ) ಬೆ.9.30ಕ್ಕೆ, ಮ.12.35ಕ್ಕೆ, ಸಂ.6.45ಕ್ಕೆ, ರಾ.9.55ಕ್ಕೆ <box>636 534 848 546</box>
inox-phone: ದೂ : 2533444 / 2433456 <box>692 516 848 530</box>
drc-logo: DRC <box>636 394 680 424</box>
table-cell: ಮಾರಿ–2 (ತ) <box>758 305 789 313</box>
cinema-column-header: ಪ್ರದರ್ಶನ <box>809 178 848 188</box>
divider <box>398 416 399 768</box>
table-cell: ಝೀರೋ (ಹಿಂ) <box>758 242 792 250</box>
table-cell: (2423669) <box>688 242 723 250</box>
table-cell: (2520494) <box>688 260 723 268</box>
divider <box>96 768 624 769</box>
table-cell: ಉಮಾ <box>637 332 652 340</box>
table-cell: ಏಣಿ (ಕ) <box>758 224 778 232</box>
table-cell: (2443568) <box>688 197 723 205</box>
cinema-title: ಮೈಸೂರಿನ ಚಿತ್ರಮಂದಿರಗಳಲ್ಲಿ <box>671 144 813 162</box>
table-cell: ಉಡ್ಲ್ಯಾಂಡ್ಸ್ <box>637 314 662 322</box>
table-cell: (2520009) <box>688 332 723 340</box>
table-cell: (2541451) <box>688 269 723 277</box>
showtime-line: ಝೀರೋ (ಹಿಂ) ಬೆ. 11.45, ಮ. 3.10, ಸಂ. 6.35, ರಾ. 10ಕ್ಕೆ <box>636 678 848 690</box>
table-row <box>636 269 848 278</box>
table-cell: 4 ಪ್ರದರ್ಶನ <box>809 296 835 304</box>
drc-name: ಡಿಆರ್‌ಸಿ ಸಿನಿಮಾಸ್ <box>684 394 848 412</box>
table-cell: ಲಿಡೋ <box>637 215 652 223</box>
satish-photo <box>404 478 628 606</box>
lead-photo <box>204 172 520 324</box>
